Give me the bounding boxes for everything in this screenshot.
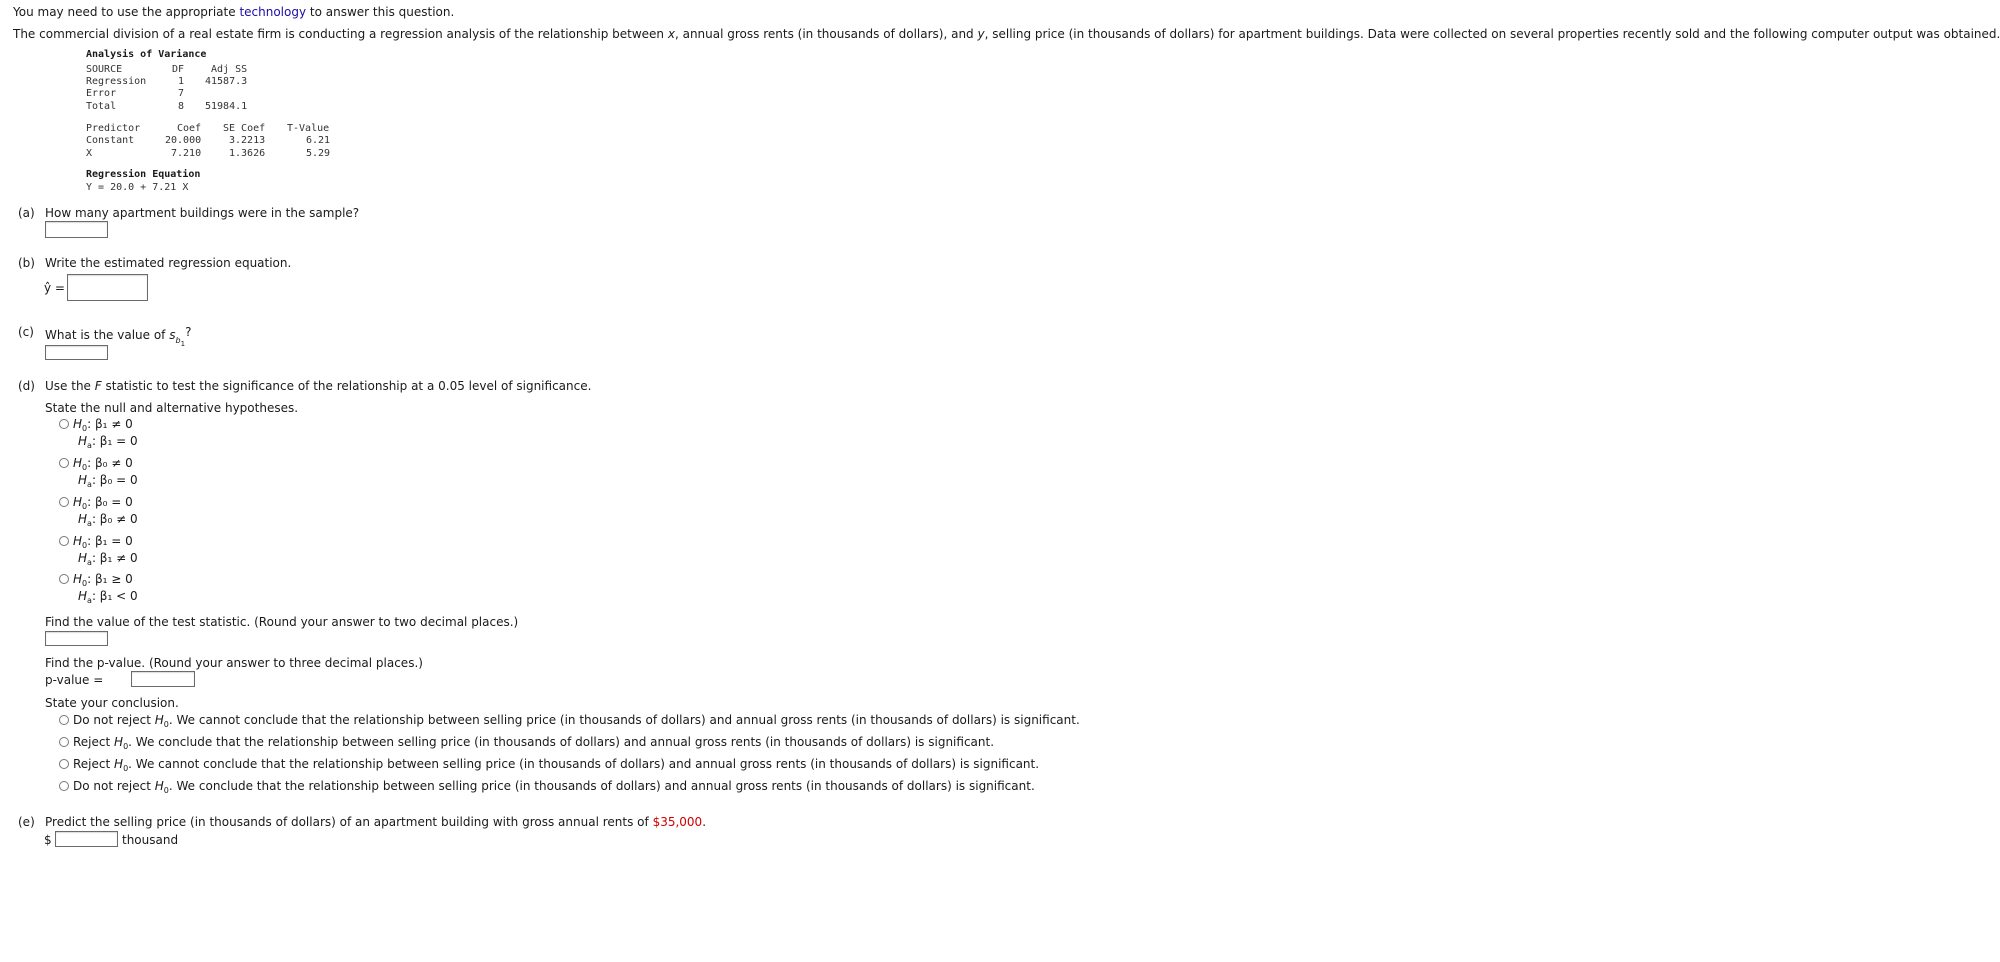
problem-statement: The commercial division of a real estate firm is conducting a regression analysis of the relationship between x, annual gross rents (in thousands of dollars), and y, selling price (in thousands of dollars) for apartment buildings. Data were collected on several properties recently sold and the following computer output was obtained. — [13, 27, 2000, 41]
state-hypotheses-label: State the null and alternative hypotheses. — [45, 401, 299, 415]
coef-row-t: 5.29 — [306, 148, 331, 159]
hypothesis-option-4-ha: $H_a$: β₁ ≠ 0 — [78, 551, 138, 567]
part-a-label: (a) — [18, 206, 35, 220]
find-p-value-label: Find the p-value. (Round your answer to three decimal places.) — [45, 656, 423, 670]
anova-title: Analysis of Variance — [86, 49, 207, 60]
anova-row-ss: 51984.1 — [205, 101, 248, 112]
conclusion-radio-3[interactable] — [59, 759, 69, 769]
coef-row-coef: 20.000 — [165, 135, 202, 146]
hypothesis-option-3-ha: $H_a$: β₀ ≠ 0 — [78, 512, 138, 528]
hypothesis-radio-1[interactable] — [59, 419, 69, 429]
coef-header-t: T-Value — [287, 123, 330, 134]
coef-header-se: SE Coef — [223, 123, 266, 134]
anova-row-df: 8 — [178, 101, 185, 112]
anova-row-source: Error — [86, 88, 117, 99]
coef-header-predictor: Predictor — [86, 123, 141, 134]
conclusion-option-2: Reject $H_0$. We conclude that the relationship between selling price (in thousands of dollars) and annual gross rents (in thousands of dollars) is significant. — [73, 735, 995, 751]
anova-header-df: DF — [172, 64, 185, 75]
intro-line: You may need to use the appropriate technology to answer this question. — [13, 5, 455, 19]
anova-header-source: SOURCE — [86, 64, 123, 75]
conclusion-option-3: Reject $H_0$. We cannot conclude that the relationship between selling price (in thousands of dollars) and annual gross rents (in thousands of dollars) is significant. — [73, 757, 1040, 773]
hypothesis-radio-5[interactable] — [59, 574, 69, 584]
thousand-unit: thousand — [122, 833, 179, 847]
hypothesis-option-4-h0: $H_0$: β₁ = 0 — [73, 534, 133, 550]
anova-row-source: Regression — [86, 76, 147, 87]
part-e-question: Predict the selling price (in thousands of dollars) of an apartment building with gross annual rents of $35,000. — [45, 815, 707, 829]
part-a-answer-input[interactable] — [45, 221, 108, 238]
conclusion-radio-2[interactable] — [59, 737, 69, 747]
conclusion-radio-4[interactable] — [59, 781, 69, 791]
part-b-question: Write the estimated regression equation. — [45, 256, 292, 270]
part-d-question: Use the F statistic to test the significance of the relationship at a 0.05 level of significance. — [45, 379, 592, 393]
coef-row-coef: 7.210 — [171, 148, 202, 159]
p-value-prefix: p-value = — [45, 673, 104, 687]
hypothesis-radio-4[interactable] — [59, 536, 69, 546]
technology-link[interactable]: technology — [239, 5, 307, 19]
part-e-label: (e) — [18, 815, 35, 829]
part-d-label: (d) — [18, 379, 35, 393]
coef-header-coef: Coef — [177, 123, 202, 134]
anova-row-ss: 41587.3 — [205, 76, 248, 87]
part-c-answer-input[interactable] — [45, 345, 108, 360]
yhat-label: ŷ = — [44, 281, 65, 295]
equation-text: Y = 20.0 + 7.21 X — [86, 182, 189, 193]
hypothesis-radio-3[interactable] — [59, 497, 69, 507]
conclusion-option-1: Do not reject $H_0$. We cannot conclude that the relationship between selling price (in thousands of dollars) and annual gross rents (in thousands of dollars) is significant. — [73, 713, 1080, 729]
rent-amount: $35,000 — [652, 815, 703, 829]
part-b-equation-input[interactable] — [67, 274, 148, 301]
part-b-label: (b) — [18, 256, 35, 270]
hypothesis-option-3-h0: $H_0$: β₀ = 0 — [73, 495, 133, 511]
coef-row-se: 3.2213 — [229, 135, 266, 146]
coef-row-t: 6.21 — [306, 135, 331, 146]
anova-row-df: 7 — [178, 88, 185, 99]
test-statistic-input[interactable] — [45, 631, 108, 646]
anova-row-df: 1 — [178, 76, 185, 87]
dollar-sign: $ — [44, 833, 52, 847]
selling-price-input[interactable] — [55, 831, 118, 847]
part-c-label: (c) — [18, 325, 34, 339]
coef-row-predictor: X — [86, 148, 93, 159]
coef-row-se: 1.3626 — [229, 148, 266, 159]
find-test-statistic-label: Find the value of the test statistic. (Round your answer to two decimal places.) — [45, 615, 519, 629]
hypothesis-option-5-h0: $H_0$: β₁ ≥ 0 — [73, 572, 133, 588]
equation-title: Regression Equation — [86, 169, 201, 180]
hypothesis-option-1-h0: $H_0$: β₁ ≠ 0 — [73, 417, 133, 433]
p-value-input[interactable] — [131, 671, 195, 687]
coef-row-predictor: Constant — [86, 135, 135, 146]
hypothesis-option-2-ha: $H_a$: β₀ = 0 — [78, 473, 138, 489]
conclusion-radio-1[interactable] — [59, 715, 69, 725]
conclusion-option-4: Do not reject $H_0$. We conclude that the relationship between selling price (in thousands of dollars) and annual gross rents (in thousands of dollars) is significant. — [73, 779, 1035, 795]
hypothesis-radio-2[interactable] — [59, 458, 69, 468]
anova-row-source: Total — [86, 101, 117, 112]
part-c-question: What is the value of $s_{b_1}$? — [45, 325, 192, 348]
part-a-question: How many apartment buildings were in the sample? — [45, 206, 360, 220]
hypothesis-option-2-h0: $H_0$: β₀ ≠ 0 — [73, 456, 133, 472]
hypothesis-option-1-ha: $H_a$: β₁ = 0 — [78, 434, 138, 450]
state-conclusion-label: State your conclusion. — [45, 696, 179, 710]
anova-header-ss: Adj SS — [211, 64, 248, 75]
hypothesis-option-5-ha: $H_a$: β₁ < 0 — [78, 589, 138, 605]
